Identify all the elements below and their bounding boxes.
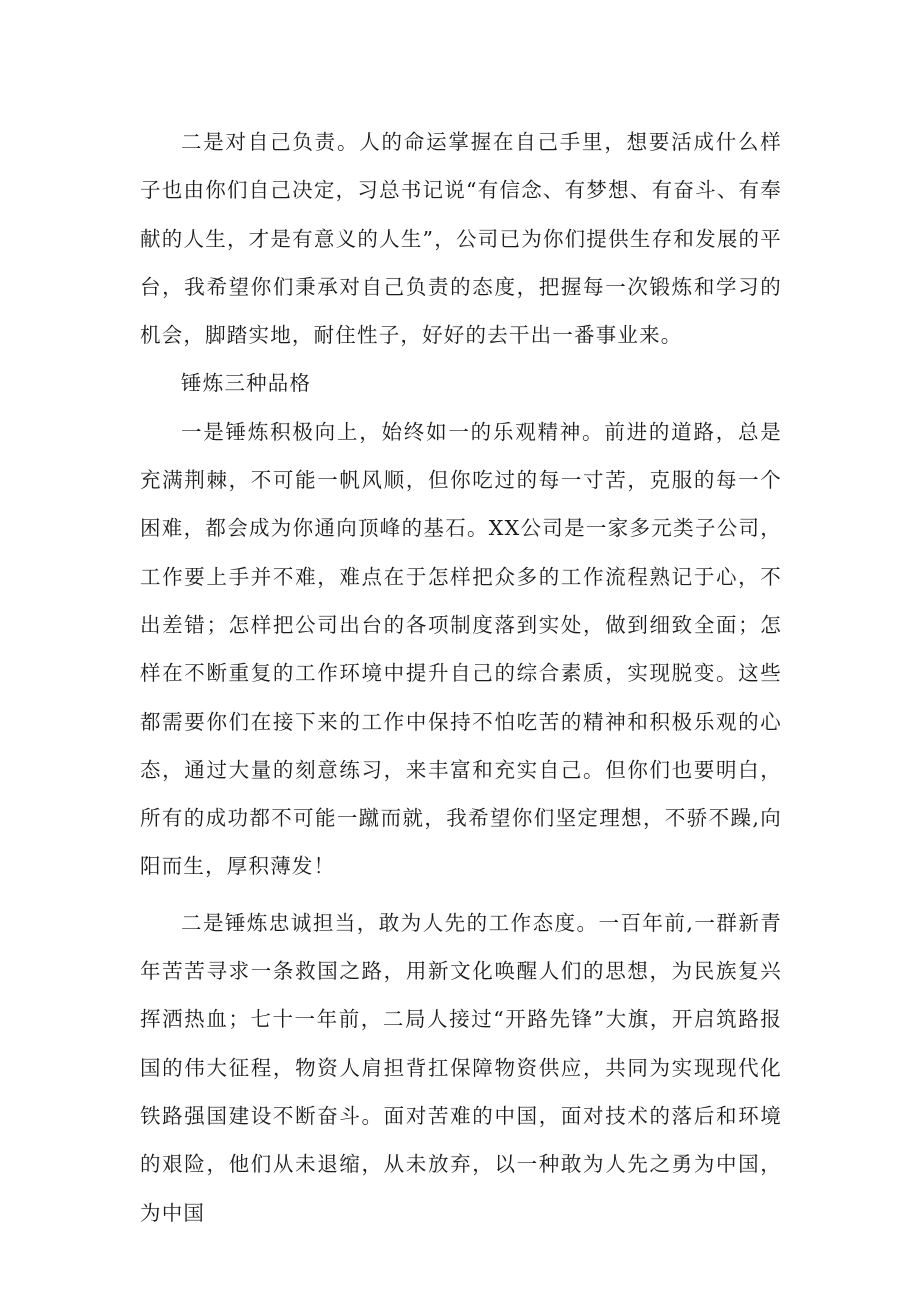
- paragraph-optimism: 一是锤炼积极向上，始终如一的乐观精神。前进的道路，总是充满荆棘，不可能一帆风顺，但你吃过的每一寸苦，克服的每一个困难，都会成为你通向顶峰的基石。XX公司是一家多元类子公司，工作要上手并不难，难点在于怎样把众多的工作流程熟记于心，不出差错；怎样把公司出台的各项制度落到实处，做到细致全面；怎样在不断重复的工作环境中提升自己的综合素质，实现脱变。这些都需要你们在接下来的工作中保持不怕吃苦的精神和积极乐观的心态，通过大量的刻意练习，来丰富和充实自己。但你们也要明白，所有的成功都不可能一蹴而就，我希望你们坚定理想，不骄不躁,向阳而生，厚积薄发！: [140, 419, 782, 879]
- paragraph-loyalty: 二是锤炼忠诚担当，敢为人先的工作态度。一百年前,一群新青年苦苦寻求一条救国之路，用新文化唤醒人们的思想，为民族复兴挥洒热血；七十一年前，二局人接过“开路先锋”大旗，开启筑路报国的伟大征程，物资人肩担背扛保障物资供应，共同为实现现代化铁路强国建设不断奋斗。面对苦难的中国，面对技术的落后和环境的艰险，他们从未退缩，从未放弃，以一种敢为人先之勇为中国，为中国: [140, 910, 782, 1225]
- section-heading: 锤炼三种品格: [181, 371, 312, 396]
- paragraph-responsibility: 二是对自己负责。人的命运掌握在自己手里，想要活成什么样子也由你们自己决定，习总书记说“有信念、有梦想、有奋斗、有奉献的人生，才是有意义的人生”，公司已为你们提供生存和发展的平台，我希望你们秉承对自己负责的态度，把握每一次锻炼和学习的机会，脚踏实地，耐住性子，好好的去干出一番事业来。: [140, 130, 782, 348]
- paragraph-gap: [140, 891, 782, 899]
